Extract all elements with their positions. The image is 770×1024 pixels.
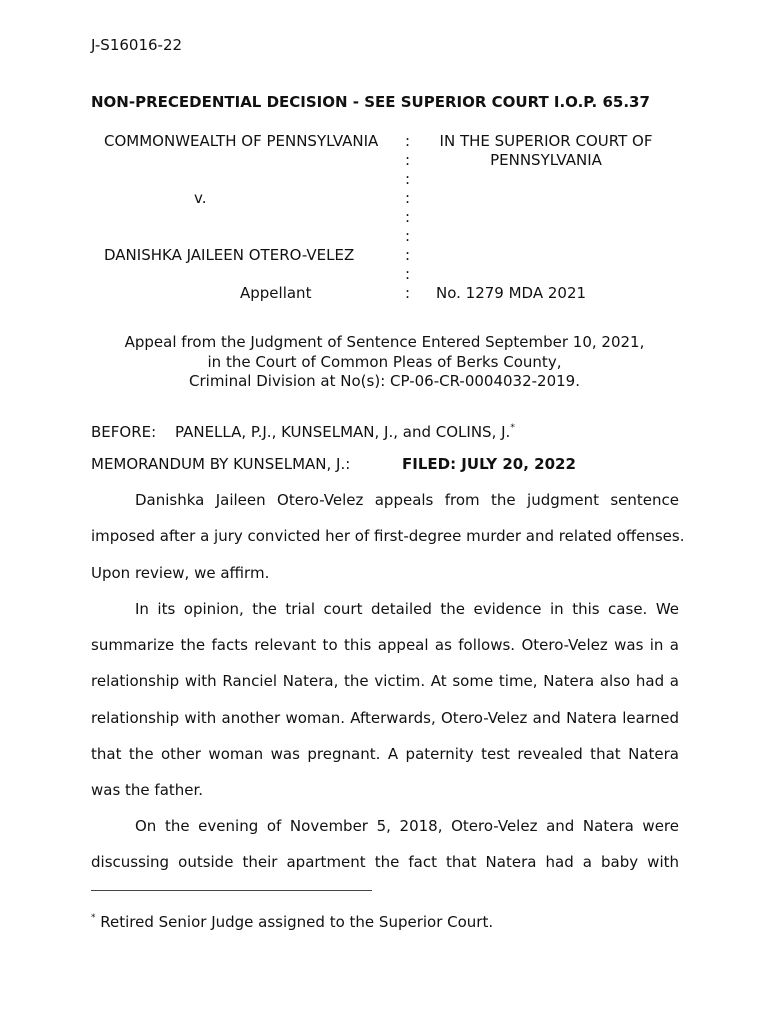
caption-colon: : [405,284,411,302]
caption-colon: : [405,189,411,207]
body-line: In its opinion, the trial court detailed the evidence in this case. We [135,600,679,618]
appeal-line: in the Court of Common Pleas of Berks County, [207,352,562,371]
panel-judges [175,423,515,441]
body-line: relationship with Ranciel Natera, the victim. At some time, Natera also had a [91,672,679,690]
plaintiff-name: COMMONWEALTH OF PENNSYLVANIA [104,132,379,150]
body-line: discussing outside their apartment the fact that Natera had a baby with [91,853,679,871]
footnote-marker: * [510,423,515,433]
appeal-line: Appeal from the Judgment of Sentence Entered September 10, 2021, [124,333,645,351]
court-name-line2: PENNSYLVANIA [490,151,602,169]
docket-code: J-S16016-22 [91,36,183,54]
body-line: Danishka Jaileen Otero-Velez appeals from the judgment sentence [135,491,679,509]
body-line: relationship with another woman. Afterwards, Otero-Velez and Natera learned [91,709,679,727]
body-line: On the evening of November 5, 2018, Otero-Velez and Natera were [135,817,679,835]
before-label: BEFORE: [91,423,157,441]
appeal-statement [91,333,678,392]
caption-colon: : [405,170,411,188]
body-line: summarize the facts relevant to this appeal as follows. Otero-Velez was in a [91,636,679,654]
body-line: that the other woman was pregnant. A paternity test revealed that Natera [91,745,679,763]
appeal-line: Criminal Division at No(s): CP-06-CR-0004032-2019. [189,372,580,390]
appellant-role: Appellant [240,284,312,302]
caption-colon: : [405,246,411,264]
memorandum-author: MEMORANDUM BY KUNSELMAN, J.: [91,455,351,473]
caption-colon: : [405,151,411,169]
footnote-divider [91,890,372,891]
footnote-text: Retired Senior Judge assigned to the Superior Court. [100,913,494,931]
footnote-marker: * [91,913,96,923]
caption-colon: : [405,132,411,150]
docket-number: No. 1279 MDA 2021 [436,284,587,302]
defendant-name: DANISHKA JAILEEN OTERO-VELEZ [104,246,355,264]
caption-colon: : [405,208,411,226]
filed-date: FILED: JULY 20, 2022 [402,455,576,473]
decision-heading: NON-PRECEDENTIAL DECISION - SEE SUPERIOR COURT I.O.P. 65.37 [91,93,650,111]
court-name [428,132,664,170]
body-line: Upon review, we affirm. [91,564,270,582]
caption-colon: : [405,227,411,245]
court-name-line1: IN THE SUPERIOR COURT OF [439,132,653,150]
judges-text: PANELLA, P.J., KUNSELMAN, J., and COLINS, J. [175,423,511,441]
caption-colon: : [405,265,411,283]
versus-text: v. [194,189,207,207]
footnote [91,913,493,931]
body-line: imposed after a jury convicted her of first-degree murder and related offenses. [91,527,685,545]
body-line: was the father. [91,781,204,799]
